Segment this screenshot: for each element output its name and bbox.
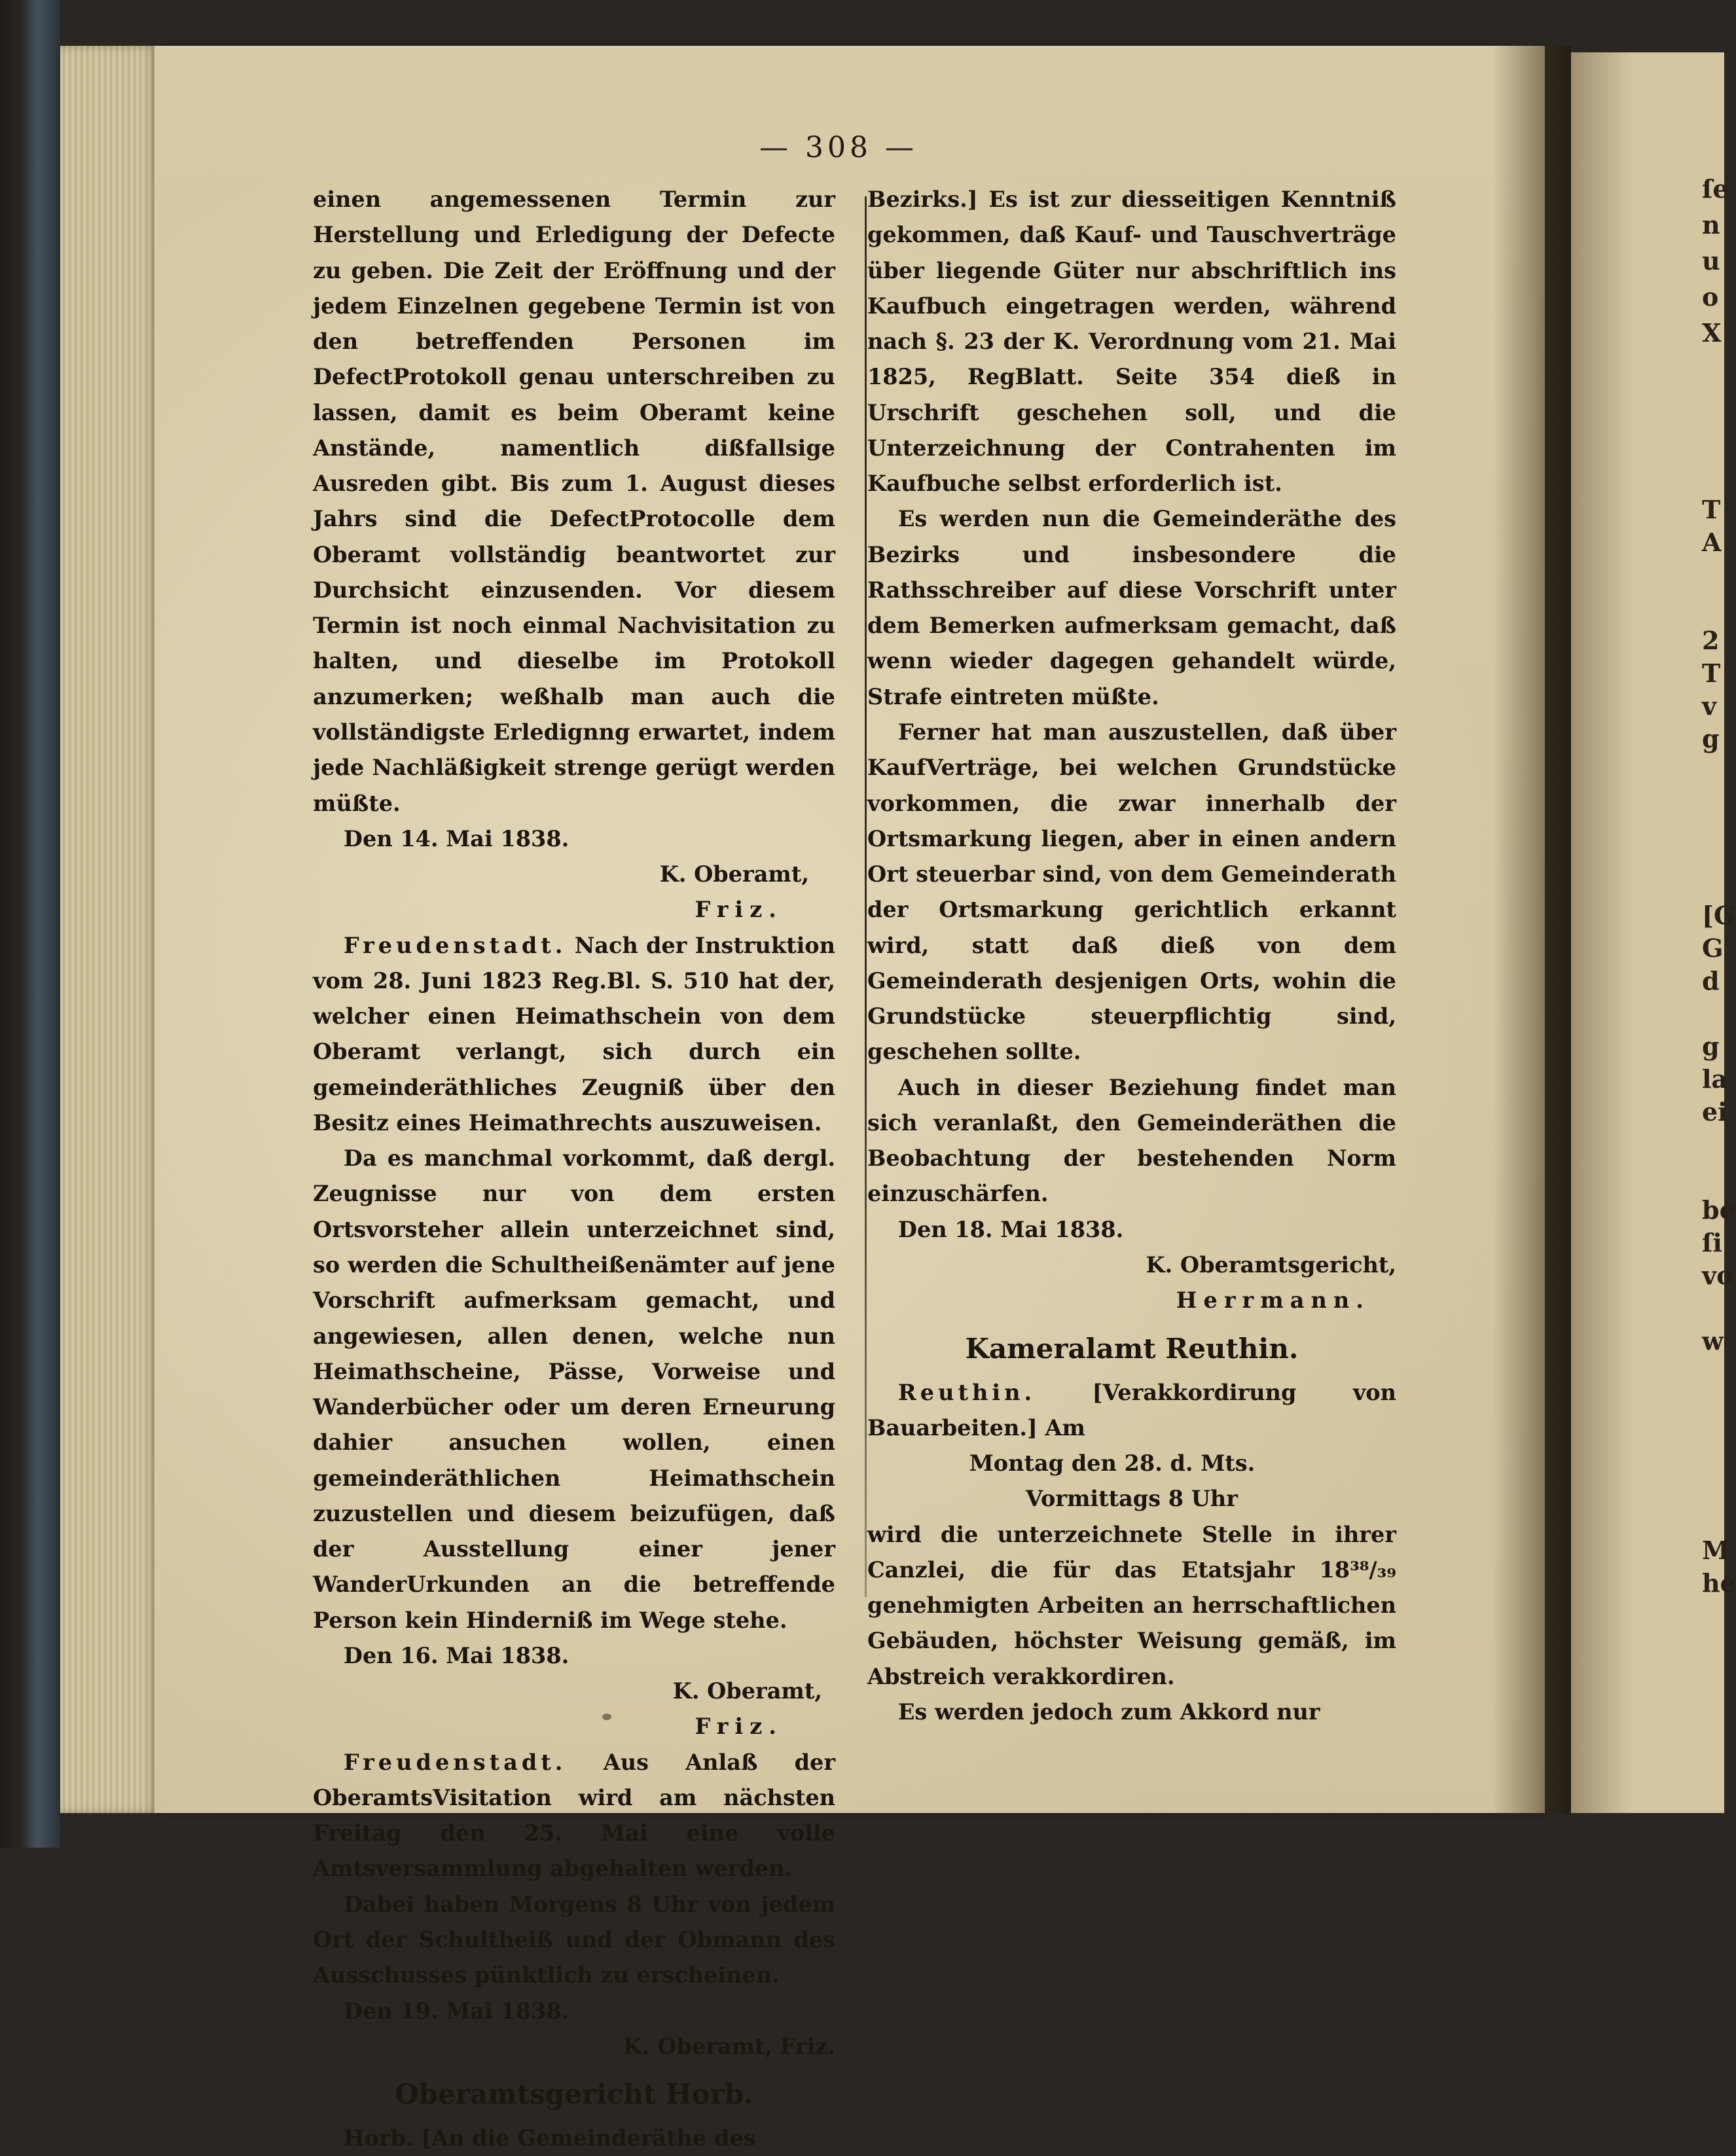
paragraph: Da es manchmal vorkommt, daß dergl. Zeugnisse nur von dem ersten Ortsvorsteher allein unterzeichnet sind, so werden die Schultheißenämter auf jene Vorschrift aufmerksam gemacht, und angewiesen, allen denen, welche nun Heimathscheine, Pässe, Vorweise und Wanderbücher oder um deren Erneurung dahier ansuchen wollen, einen gemeinderäthlichen Heimathschein zuzustellen und diesem beizufügen, daß der Ausstellung einer jener WanderUrkunden an die betreffende Person kein Hinderniß im Wege stehe. xyxy=(313,1145,835,1633)
date-line: Den 16. Mai 1838. xyxy=(343,1642,570,1668)
facing-page-fragment: G xyxy=(1702,933,1724,963)
facing-page-fragment: T xyxy=(1702,658,1721,688)
paragraph: Bezirks.] Es ist zur diesseitigen Kenntniß gekommen, daß Kauf- und Tauschverträge über liegende Güter nur abschriftlich ins Kaufbuch eingetragen werden, während nach §. 23 der K. Verordnung vom 21. Mai 1825, RegBlatt. Seite 354 dieß in Urschrift geschehen soll, und die Unterzeichnung der Contrahenten im Kaufbuche selbst erforderlich ist. xyxy=(867,187,1396,497)
announcement-time: Vormittags 8 Uhr xyxy=(1026,1486,1238,1512)
paragraph: Es werden nun die Gemeinderäthe des Bezirks und insbesondere die Rathsschreiber auf diese Vorschrift unter dem Bemerken aufmerksam gemacht, daß wenn wieder dagegen gehandelt würde, Strafe eintreten müßte. xyxy=(867,506,1396,710)
signature-office: K. Oberamt, xyxy=(659,861,809,888)
facing-page-fragment: u xyxy=(1702,246,1720,276)
facing-page-fragment: v xyxy=(1702,691,1717,721)
section-heading: Oberamtsgericht Horb. xyxy=(395,2078,753,2111)
facing-page-fragment: g xyxy=(1702,724,1720,753)
page-edges xyxy=(60,46,158,1813)
facing-page-fragment: g xyxy=(1702,1032,1720,1061)
section-heading: Kameralamt Reuthin. xyxy=(965,1332,1299,1365)
left-column xyxy=(313,182,835,2156)
paragraph-text: Nach der Instruktion vom 28. Juni 1823 Reg.Bl. S. 510 hat der, welcher einen Heimathschein von dem Oberamt verlangt, sich durch ein gemeinderäthliches Zeugniß über den Besitz eines Heimathrechts auszuweisen. xyxy=(313,932,835,1136)
paragraph: wird die unterzeichnete Stelle in ihrer Canzlei, die für das Etatsjahr 18³⁸/₃₉ genehmigten Arbeiten an herrschaftlichen Gebäuden, höchster Weisung gemäß, im Abstreich verakkordiren. xyxy=(867,1521,1396,1689)
paragraph: Dabei haben Morgens 8 Uhr von jedem Ort der Schultheiß und der Obmann des Ausschusses pünktlich zu erscheinen. xyxy=(313,1891,835,1988)
signature-office: K. Oberamtsgericht, xyxy=(1146,1251,1396,1278)
facing-page-fragment: ſe xyxy=(1702,174,1729,204)
column-divider xyxy=(865,196,867,1597)
signature-name: Friz. xyxy=(695,1714,783,1740)
facing-page-fragment: T xyxy=(1702,495,1721,524)
paragraph-text: [Verakkordirung von Bauarbeiten.] Am xyxy=(867,1379,1396,1441)
facing-page-fragment: w xyxy=(1702,1326,1724,1356)
facing-page-fragment: o xyxy=(1702,282,1719,312)
facing-page-fragment: 2 xyxy=(1702,626,1720,655)
page-number: — 308 — xyxy=(759,131,918,164)
signature: K. Oberamt, Friz. xyxy=(623,2033,835,2059)
facing-page-fragment: X xyxy=(1702,318,1722,348)
facing-page-fragment: be xyxy=(1702,1195,1735,1225)
announcement-day: Montag den 28. d. Mts. xyxy=(969,1450,1256,1477)
signature-office: K. Oberamt, xyxy=(672,1678,822,1704)
place-name: Freudenstadt. xyxy=(343,1749,567,1775)
facing-page-fragment: M xyxy=(1702,1536,1730,1565)
date-line: Den 14. Mai 1838. xyxy=(343,825,570,852)
facing-page-fragment: d xyxy=(1702,966,1720,996)
facing-page-fragment: A xyxy=(1702,528,1722,557)
paragraph: Horb. [An die Gemeinderäthe des xyxy=(343,2125,756,2151)
facing-page-fragment: la xyxy=(1702,1064,1728,1094)
facing-page-fragment: he xyxy=(1702,1568,1736,1598)
facing-page-fragment: n xyxy=(1702,210,1720,240)
place-name: Freudenstadt. xyxy=(343,932,567,958)
place-name: Reuthin. xyxy=(897,1379,1036,1405)
paragraph xyxy=(313,1745,835,1887)
facing-page xyxy=(1571,52,1724,1813)
ink-smudge xyxy=(602,1714,611,1720)
paragraph: Ferner hat man auszustellen, daß über KaufVerträge, bei welchen Grundstücke vorkommen, die zwar innerhalb der Ortsmarkung liegen, aber in einen andern Ort steuerbar sind, von dem Gemeinderath der Ortsmarkung gerichtlich erkannt wird, statt daß dieß von dem Gemeinderath desjenigen Orts, wohin die Grundstücke steuerpflichtig sind, geschehen sollte. xyxy=(867,719,1396,1065)
page-gutter-shadow xyxy=(1492,46,1571,1813)
paragraph-text: Aus Anlaß der OberamtsVisitation wird am nächsten Freitag den 25. Mai eine volle Amtsversammlung abgehalten werden. xyxy=(313,1749,836,1882)
book-spine xyxy=(0,0,60,1848)
paragraph: Auch in dieser Beziehung findet man sich veranlaßt, den Gemeinderäthen die Beobachtung der bestehenden Norm einzuschärfen. xyxy=(867,1074,1396,1207)
facing-page-fragment: ei xyxy=(1702,1097,1727,1126)
date-line: Den 18. Mai 1838. xyxy=(897,1216,1124,1242)
signature-name: Herrmann. xyxy=(1176,1287,1370,1314)
facing-page-fragment: [G xyxy=(1702,901,1735,930)
paragraph: einen angemessenen Termin zur Herstellung und Erledigung der Defecte zu geben. Die Zeit der Eröffnung und der jedem Einzelnen gegebene Termin ist von den betreffenden Personen im DefectProtokoll genau unterschreiben zu lassen, damit es beim Oberamt keine Anstände, namentlich dißfallsige Ausreden gibt. Bis zum 1. August dieses Jahrs sind die DefectProtocolle dem Oberamt vollständig beantwortet zur Durchsicht einzusenden. Vor diesem Termin ist noch einmal Nachvisitation zu halten, und dieselbe im Protokoll anzumerken; weßhalb man auch die vollständigste Erledignng erwartet, indem jede Nachläßigkeit strenge gerügt werden müßte. xyxy=(313,187,835,816)
paragraph xyxy=(867,1375,1396,1446)
signature-name: Friz. xyxy=(695,897,783,923)
right-column xyxy=(867,182,1396,1730)
facing-page-fragment: vo xyxy=(1702,1261,1733,1290)
paragraph: Es werden jedoch zum Akkord nur xyxy=(897,1698,1320,1725)
facing-page-fragment: ſi xyxy=(1702,1228,1722,1257)
date-line: Den 19. Mai 1838. xyxy=(343,1998,570,2024)
paragraph xyxy=(313,928,835,1141)
